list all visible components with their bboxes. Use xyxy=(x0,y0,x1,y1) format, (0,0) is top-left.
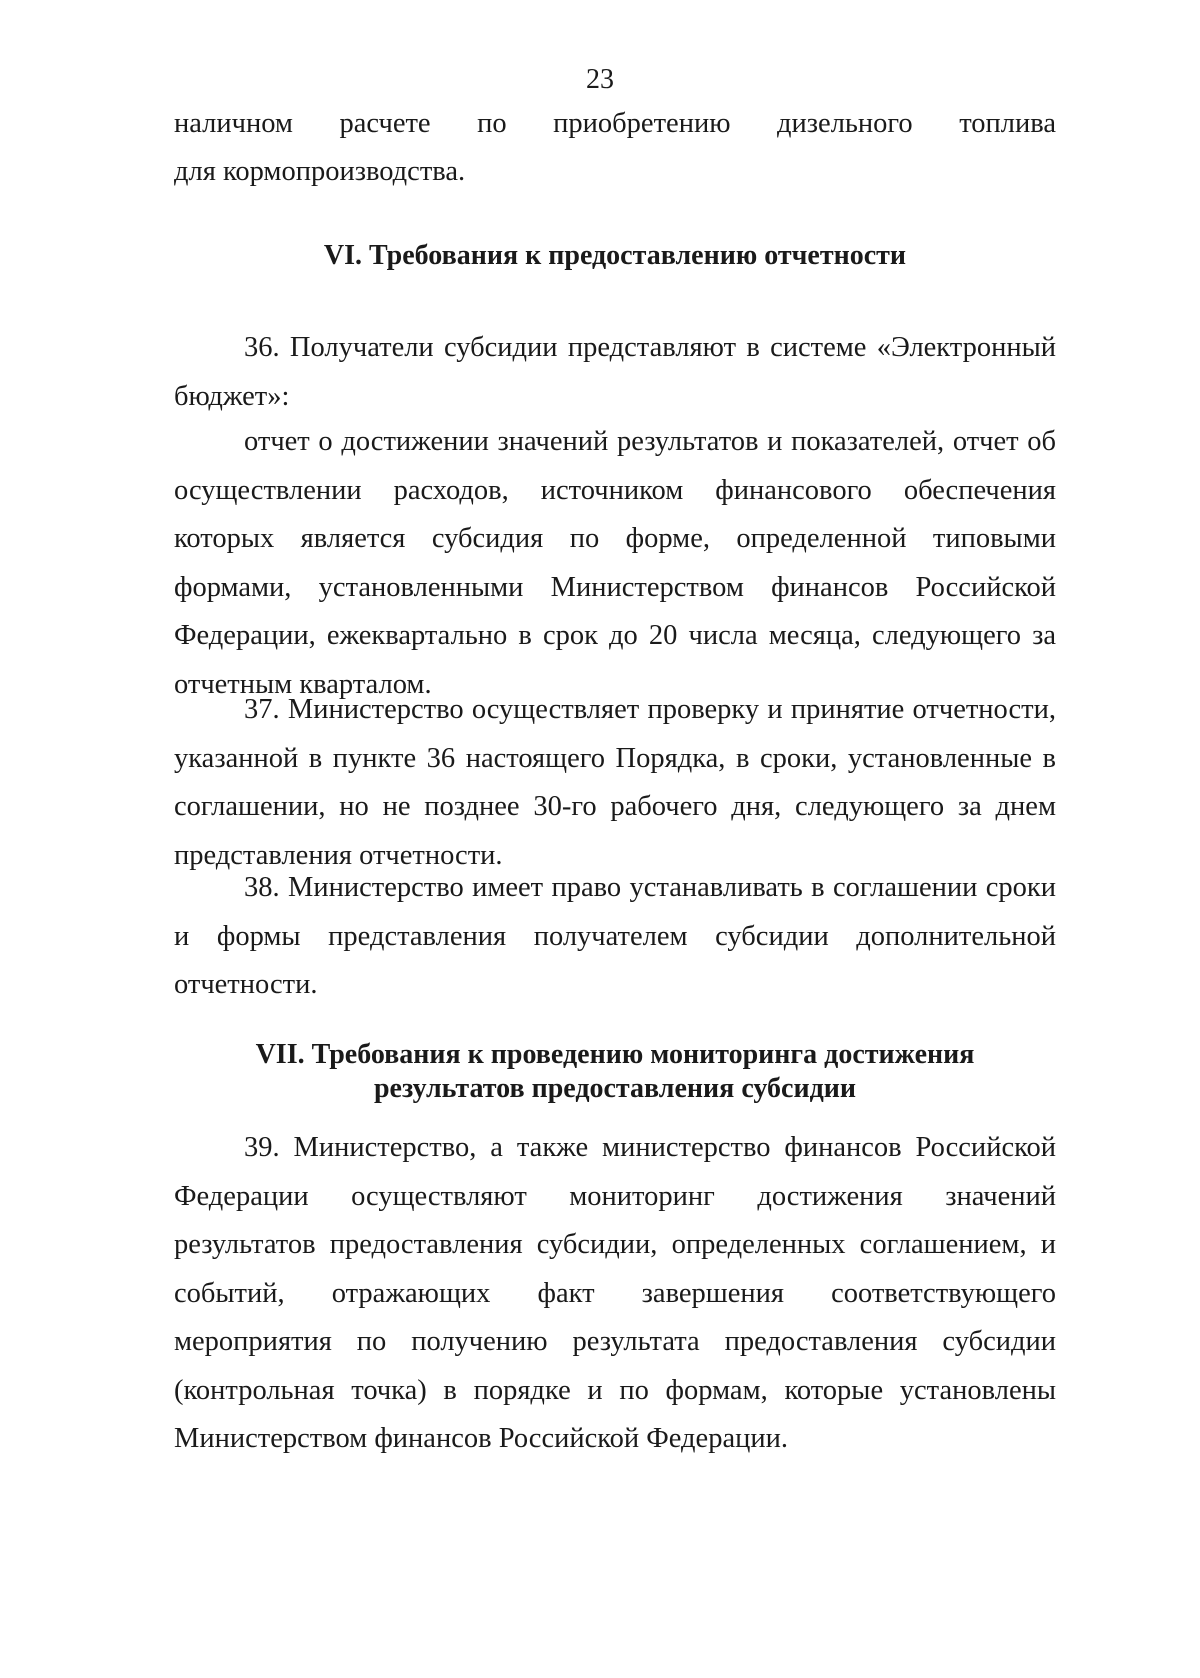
paragraph-continuation-line-1: наличном расчете по приобретению дизельного топлива xyxy=(174,108,1056,139)
section-heading-vii xyxy=(174,1038,1056,1106)
paragraph-36-reports: отчет о достижении значений результатов и показателей, отчет об осуществлении расходов, источником финансового обеспечения которых является субсидия по форме, определенной типовыми формами, установленными Министерством финансов Российской Федерации, ежеквартально в срок до 20 числа месяца, следующего за отчетным кварталом. xyxy=(174,426,1056,700)
section-heading-vii-line-2: результатов предоставления субсидии xyxy=(373,1073,857,1104)
section-heading-vii-line-1: VII. Требования к проведению мониторинга достижения xyxy=(255,1039,975,1070)
paragraph-continuation-line-2: для кормопроизводства. xyxy=(174,156,466,187)
section-heading-vi: VI. Требования к предоставлению отчетности xyxy=(323,240,907,271)
paragraph-36: 36. Получатели субсидии представляют в системе «Электронный бюджет»: xyxy=(174,332,1056,412)
paragraph-37: 37. Министерство осуществляет проверку и принятие отчетности, указанной в пункте 36 настоящего Порядка, в сроки, установленные в соглашении, но не позднее 30-го рабочего дня, следующего за днем представления отчетности. xyxy=(174,694,1056,871)
paragraph-38: 38. Министерство имеет право устанавливать в соглашении сроки и формы представления получателем субсидии дополнительной отчетности. xyxy=(174,872,1056,1000)
page-number: 23 xyxy=(586,64,614,95)
paragraph-39: 39. Министерство, а также министерство финансов Российской Федерации осуществляют мониторинг достижения значений результатов предоставления субсидии, определенных соглашением, и событий, отражающих факт завершения соответствующего мероприятия по получению результата предоставления субсидии (контрольная точка) в порядке и по формам, которые установлены Министерством финансов Российской Федерации. xyxy=(174,1132,1056,1454)
